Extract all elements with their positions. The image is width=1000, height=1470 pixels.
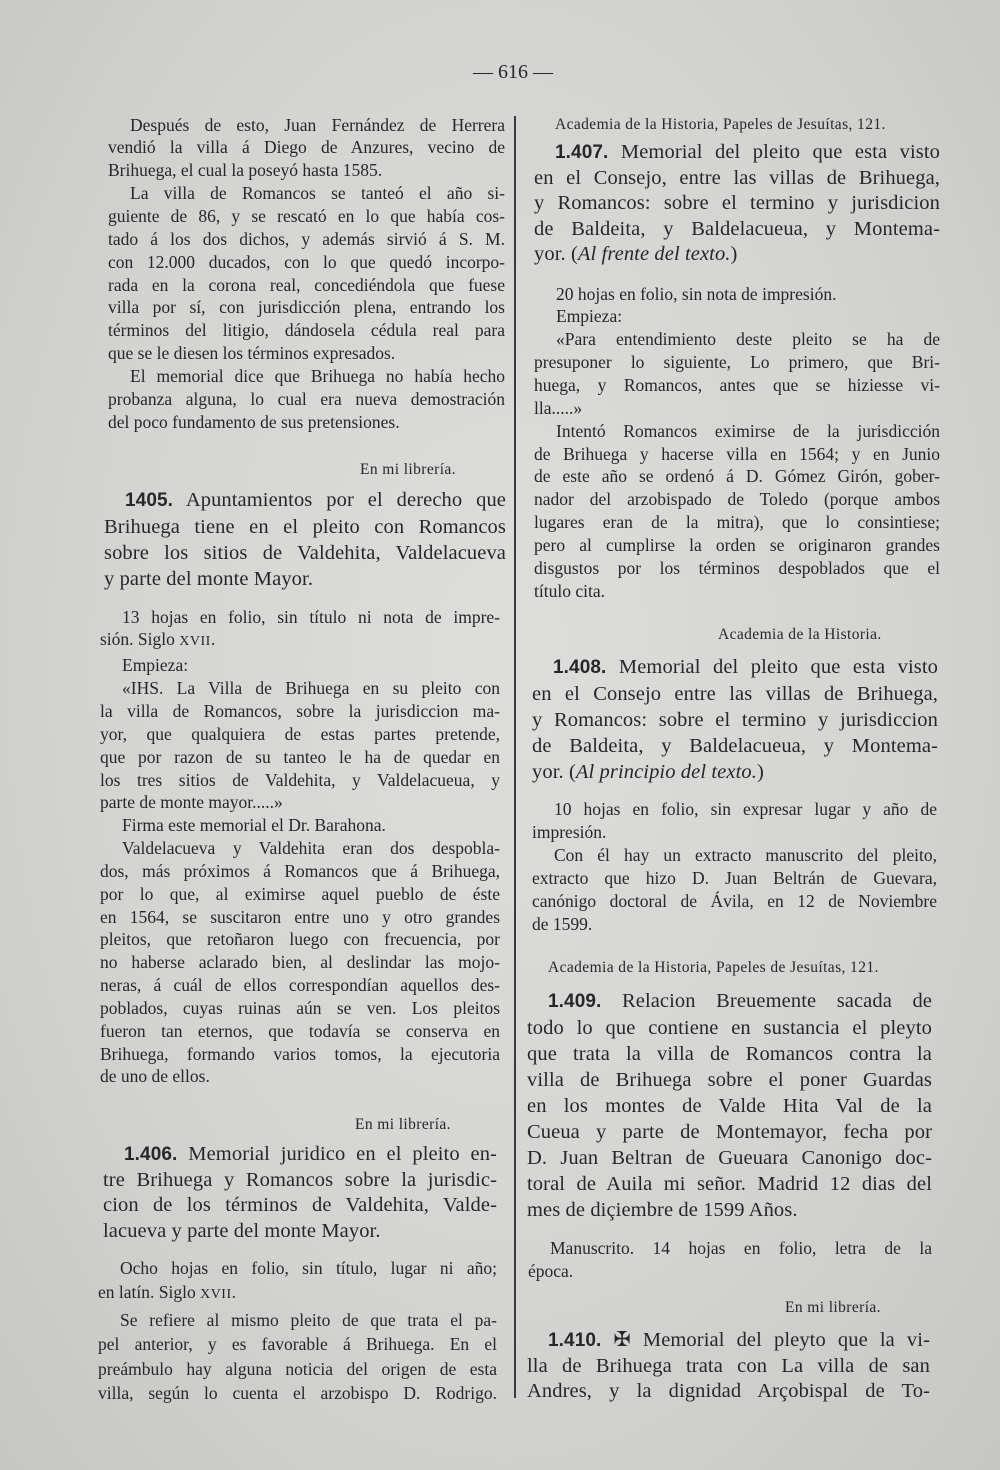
text-line: de Baldeita, y Baldelacueua, y Montema- <box>532 735 938 757</box>
text-line: lacueva y parte del monte Mayor. <box>103 1219 381 1242</box>
entry-number: 1.407. <box>555 142 609 163</box>
text-line: de Brihuega y hacerse villa en 1564; y en Junio <box>534 443 940 464</box>
text-line: huega, y Romancos, antes que se hiziesse vi- <box>534 374 940 395</box>
text-line: pero al cumplirse la orden se originaron grandes <box>534 534 940 555</box>
text-line: la villa de Romancos, sobre la jurisdiccion ma- <box>100 700 500 721</box>
entry-title-text: Relacion Breuemente sacada de <box>621 990 932 1012</box>
text-line: guiente de 86, y se rescató en lo que había cos- <box>108 205 505 226</box>
text-line: no haberse aclarado bien, al deslindar las mojo- <box>100 952 500 973</box>
text-line: Con él hay un extracto manuscrito del pleito, <box>554 844 937 865</box>
text-line <box>104 487 506 514</box>
paragraph <box>100 606 500 655</box>
entry-1405-title <box>104 487 506 592</box>
paragraph <box>100 654 500 677</box>
entry-title-text: Memorial juridico en el pleito en- <box>188 1143 497 1165</box>
text-line: canónigo doctoral de Ávila, en 12 de Noviembre <box>532 890 937 911</box>
small-caps-numeral: XVII <box>179 634 211 650</box>
text-line: vendió la villa á Diego de Anzures, vecino de <box>108 137 505 158</box>
text-line <box>532 654 938 681</box>
text-line: Intentó Romancos eximirse de la jurisdicción <box>556 420 940 441</box>
paragraph <box>532 844 937 936</box>
text-line: tre Brihuega y Romancos sobre la jurisdic- <box>103 1168 497 1191</box>
text-line: Empieza: <box>122 655 189 676</box>
text-line: pel anterior, y es favorable á Brihuega. En el <box>98 1334 497 1355</box>
source-note: En mi librería. <box>360 461 456 478</box>
text-line <box>534 140 940 166</box>
source-note: Academia de la Historia, Papeles de Jesuítas, 121. <box>548 959 879 976</box>
text-line <box>534 242 940 268</box>
text-line: que trata la villa de Romancos contra la <box>527 1043 932 1065</box>
entry-1406-title <box>103 1142 497 1244</box>
text-line: Valdelacueva y Valdehita eran dos despobla- <box>122 838 500 859</box>
source-note: Academia de la Historia. <box>718 626 882 643</box>
text-line: Andres, y la dignidad Arçobispal de To- <box>527 1380 930 1402</box>
text-line: y parte del monte Mayor. <box>104 568 314 590</box>
text-line: lla de Brihuega trata con La villa de san <box>527 1354 930 1377</box>
text-line: que se le diesen los términos expresados. <box>108 343 396 364</box>
text-line: que por razon de su tanteo le ha de quedar en <box>100 746 500 767</box>
text-line: los tres sitios de Valdehita, y Valdelacueua, y <box>100 769 500 790</box>
entry-1408-body <box>532 798 937 936</box>
text-line: del poco fundamento de sus pretensiones. <box>108 411 400 432</box>
text-line: Brihuega tiene en el pleito con Romancos <box>104 516 506 538</box>
text-line: D. Juan Beltran de Gueuara Canonigo doc- <box>527 1147 932 1169</box>
text-line: nador del arzobispado de Toledo (porque ambos <box>534 489 940 510</box>
paragraph <box>100 837 500 1088</box>
entry-1406-body <box>98 1256 497 1405</box>
text-line: por lo que, al eximirse aquel pueblo de éste <box>100 883 500 904</box>
italic-note: Al principio del texto. <box>575 761 757 783</box>
entry-title-text: Memorial del pleito que esta visto <box>620 141 940 163</box>
source-note: En mi librería. <box>355 1116 451 1133</box>
text-line: de este año se ordenó á D. Gómez Girón, gober- <box>534 466 940 487</box>
paragraph <box>100 677 500 814</box>
text-line: en 1564, se suscitaron entre uno y otro grandes <box>100 906 500 927</box>
text-line: disgustos por los términos despoblados que el <box>534 557 940 578</box>
text-line: Se refiere al mismo pleito de que trata el pa- <box>120 1309 497 1330</box>
text-run: en latín. Siglo <box>98 1282 201 1303</box>
text-run: ) <box>730 243 738 265</box>
paragraph <box>532 798 937 844</box>
text-line <box>532 759 938 785</box>
text-line: extracto que hizo D. Juan Beltrán de Guevara, <box>532 867 937 888</box>
text-line: «Para entendimiento deste pleito se ha de <box>556 329 940 350</box>
text-line: en el Consejo, entre las villas de Brihuega, <box>534 166 940 189</box>
text-line: con 12.000 ducados, con lo que quedó incorpo- <box>108 251 505 272</box>
paragraph <box>108 365 505 434</box>
text-line: fueron tan eternos, que todavía se conserva en <box>100 1020 500 1041</box>
entry-1409-body <box>528 1237 932 1283</box>
text-line: de Baldeita, y Baldelacueua, y Montema- <box>534 217 940 240</box>
text-run: yor. ( <box>534 243 578 265</box>
text-line: 20 hojas en folio, sin nota de impresión. <box>556 283 837 304</box>
entry-1407-title <box>534 140 940 268</box>
text-line: cion de los términos de Valdehita, Valde- <box>103 1194 497 1216</box>
text-line: dos, más próximos á Romancos que á Brihuega, <box>100 860 500 881</box>
text-line: mes de diçiembre de 1599 Años. <box>527 1199 798 1221</box>
text-line: parte de monte mayor.....» <box>100 792 283 813</box>
text-line: título cita. <box>534 580 605 601</box>
text-run: sión. Siglo <box>100 629 180 650</box>
text-line: época. <box>528 1260 574 1281</box>
page-number: — 616 — <box>473 61 553 83</box>
text-line: lugares eran de la mitra), que lo consintiese; <box>534 512 940 533</box>
text-line: villa, según lo cuenta el arzobispo D. Rodrigo. <box>98 1383 497 1404</box>
paragraph <box>534 420 940 603</box>
text-line: rada en la corona real, concediéndola que fuese <box>108 274 505 295</box>
paragraph <box>100 814 500 837</box>
entry-number: 1.406. <box>124 1144 178 1165</box>
paragraph <box>98 1308 497 1406</box>
paragraph <box>534 283 940 306</box>
text-line: Empieza: <box>556 306 623 327</box>
text-line: de 1599. <box>532 913 593 934</box>
text-line: de uno de ellos. <box>100 1066 210 1087</box>
entry-1408-title <box>532 654 938 785</box>
text-line: La villa de Romancos se tanteó el año si- <box>130 183 505 204</box>
text-line: sobre los sitios de Valdehita, Valdelacueva <box>104 542 506 564</box>
text-line: Después de esto, Juan Fernández de Herrera <box>130 114 505 135</box>
entry-number: 1.408. <box>553 657 607 678</box>
text-line: probanza alguna, lo cual era nueva demostración <box>108 388 505 409</box>
text-line: todo lo que contiene en sustancia el pleyto <box>527 1017 932 1039</box>
text-line <box>527 988 932 1015</box>
text-run: . <box>231 1282 236 1303</box>
text-line <box>100 628 500 654</box>
text-run: . <box>210 629 216 650</box>
italic-note: Al frente del texto. <box>577 243 731 265</box>
intro-text <box>108 114 505 434</box>
text-line: impresión. <box>532 821 607 842</box>
text-line: poblados, cuyas ruinas aún se ven. Los pleitos <box>100 997 500 1018</box>
entry-1410-title <box>527 1328 930 1405</box>
paragraph <box>98 1256 497 1308</box>
entry-number: 1.409. <box>548 991 602 1012</box>
text-line <box>103 1142 497 1168</box>
text-line: Ocho hojas en folio, sin título, lugar ni año; <box>120 1258 497 1278</box>
paragraph <box>108 182 505 365</box>
column-divider <box>514 116 516 1398</box>
small-caps-numeral: XVII <box>200 1287 232 1303</box>
text-line: 10 hojas en folio, sin expresar lugar y año de <box>554 798 937 819</box>
text-line <box>98 1280 497 1307</box>
text-run: ) <box>756 761 764 783</box>
text-line: El memorial dice que Brihuega no había hecho <box>130 365 505 386</box>
text-line: «IHS. La Villa de Brihuega en su pleito con <box>122 678 500 699</box>
text-line: villa de Brihuega sobre el poner Guardas <box>527 1069 932 1091</box>
paragraph <box>528 1237 932 1283</box>
text-line: tado á los dos dichos, y además sirvió á S. M. <box>108 228 505 249</box>
text-line: preámbulo hay alguna noticia del origen de esta <box>98 1358 497 1379</box>
entry-1405-body <box>100 606 500 1089</box>
source-note: En mi librería. <box>785 1299 881 1316</box>
paragraph <box>108 114 505 183</box>
text-line <box>527 1328 930 1354</box>
entry-1407-body <box>534 283 940 603</box>
entry-title-text: Apuntamientos por el derecho que <box>185 489 506 511</box>
text-line: en el Consejo entre las villas de Brihuega, <box>532 683 938 705</box>
text-line: 13 hojas en folio, sin título ni nota de impre- <box>122 606 500 627</box>
entry-number: 1.410. <box>548 1330 602 1351</box>
text-line: Brihuega, formando varios tomos, la ejecutoria <box>100 1043 500 1064</box>
entry-title-text: ✠ Memorial del pleyto que la vi- <box>613 1329 930 1351</box>
text-line: villa por sí, con jurisdicción plena, entrando los <box>108 297 505 318</box>
source-note: Academia de la Historia, Papeles de Jesuítas, 121. <box>555 116 886 133</box>
text-line: lla.....» <box>534 397 583 418</box>
text-line: Cueua y parte de Montemayor, fecha por <box>527 1121 932 1143</box>
text-run: yor. ( <box>532 761 576 783</box>
text-line: términos del litigio, dándosela cédula real para <box>108 320 505 341</box>
entry-1409-title <box>527 988 932 1223</box>
text-line: y Romancos: sobre el termino y jurisdiccion <box>532 709 938 731</box>
text-line: toral de Auila mi señor. Madrid 12 dias del <box>527 1173 932 1195</box>
paragraph <box>534 305 940 328</box>
text-line: neras, á cuál de ellos correspondían aquellos des- <box>100 975 500 996</box>
text-line: Brihuega, el cual la poseyó hasta 1585. <box>108 160 383 181</box>
text-line: Firma este memorial el Dr. Barahona. <box>122 815 386 836</box>
text-line: en los montes de Valde Hita Val de la <box>527 1095 932 1117</box>
text-line: pleitos, que retoñaron luego con frecuencia, por <box>100 929 500 950</box>
entry-number: 1405. <box>125 490 174 511</box>
text-line: presuponer lo siguiente, Lo primero, que Bri- <box>534 352 940 373</box>
entry-title-text: Memorial del pleito que esta visto <box>618 656 938 678</box>
paragraph <box>534 328 940 419</box>
text-line: yor, que qualquiera de estas partes pretende, <box>100 723 500 744</box>
text-line: Manuscrito. 14 hojas en folio, letra de la <box>550 1237 932 1258</box>
text-line: y Romancos: sobre el termino y jurisdicion <box>534 192 940 214</box>
